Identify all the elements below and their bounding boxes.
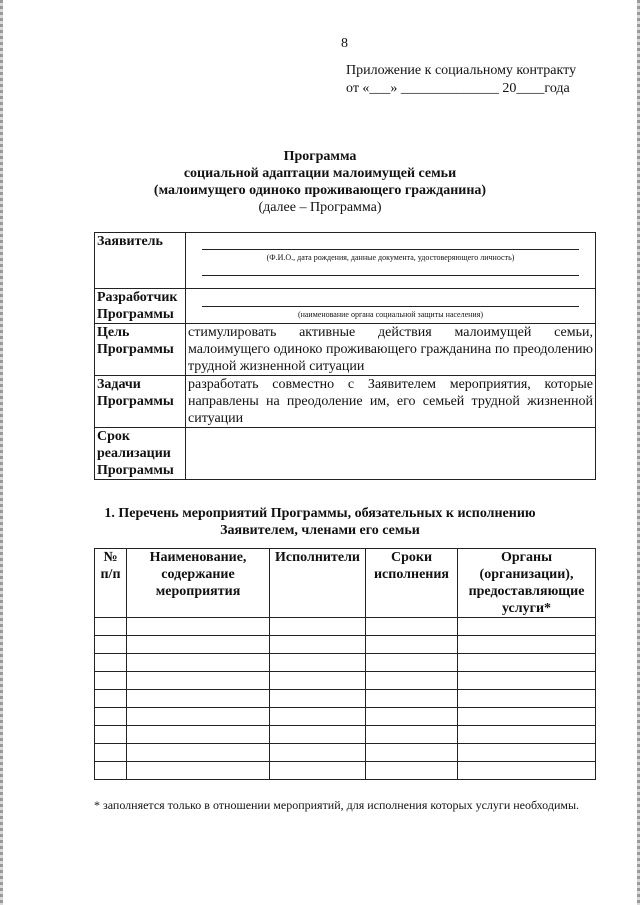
table-cell[interactable] [270, 690, 366, 708]
table-cell[interactable] [95, 726, 127, 744]
table-cell[interactable] [458, 762, 596, 780]
table-cell[interactable] [95, 744, 127, 762]
applicant-fill-line-1[interactable] [202, 248, 579, 250]
activities-table [94, 548, 596, 780]
table-cell[interactable] [366, 672, 458, 690]
table-cell[interactable] [366, 726, 458, 744]
table-cell[interactable] [95, 762, 127, 780]
document-title [0, 148, 640, 216]
table-cell[interactable] [270, 636, 366, 654]
header-executors: Исполнители [270, 549, 366, 618]
program-table [94, 232, 596, 480]
table-cell[interactable] [95, 636, 127, 654]
developer-hint: (наименование органа социальной защиты населения) [297, 310, 484, 319]
appendix-line-1: Приложение к социальному контракту [346, 63, 577, 78]
table-cell[interactable] [127, 762, 270, 780]
activities-header-row [95, 549, 596, 618]
table-cell[interactable] [127, 672, 270, 690]
header-deadlines: Сроки исполнения [366, 549, 458, 618]
activities-body [95, 618, 596, 780]
table-cell[interactable] [458, 726, 596, 744]
developer-value[interactable] [186, 289, 596, 324]
applicant-value[interactable] [186, 233, 596, 289]
table-cell[interactable] [127, 618, 270, 636]
title-line-2: социальной адаптации малоимущей семьи [183, 166, 457, 181]
footnote: * заполняется только в отношении мероприятий, для исполнения которых услуги необходимы. [94, 798, 580, 812]
table-cell[interactable] [95, 654, 127, 672]
table-cell[interactable] [366, 762, 458, 780]
title-line-4: (далее – Программа) [258, 200, 382, 215]
table-cell[interactable] [458, 618, 596, 636]
table-cell[interactable] [127, 744, 270, 762]
title-line-1: Программа [283, 149, 357, 164]
developer-row [95, 289, 596, 324]
table-row [95, 726, 596, 744]
table-cell[interactable] [458, 690, 596, 708]
table-cell[interactable] [458, 708, 596, 726]
table-row [95, 762, 596, 780]
table-cell[interactable] [270, 744, 366, 762]
table-cell[interactable] [366, 654, 458, 672]
applicant-row [95, 233, 596, 289]
goal-value: стимулировать активные действия малоимущей семьи, малоимущего одиноко проживающего гражданина по преодолению трудной жизненной ситуации [186, 324, 596, 376]
table-cell[interactable] [270, 672, 366, 690]
section-1-title-line-1: 1. Перечень мероприятий Программы, обязательных к исполнению [104, 506, 536, 521]
appendix-line-2: от «___» ______________ 20____года [346, 81, 570, 96]
table-cell[interactable] [458, 744, 596, 762]
section-1-title [0, 505, 640, 539]
table-row [95, 618, 596, 636]
header-activity: Наименование, содержание мероприятия [127, 549, 270, 618]
appendix-note [346, 62, 576, 98]
applicant-hint: (Ф.И.О., дата рождения, данные документа, удостоверяющего личность) [266, 253, 515, 262]
table-cell[interactable] [127, 690, 270, 708]
section-1-title-line-2: Заявителем, членами его семьи [220, 523, 420, 538]
tasks-label: Задачи Программы [95, 376, 186, 428]
goal-label: Цель Программы [95, 324, 186, 376]
page-number: 8 [341, 36, 348, 51]
table-cell[interactable] [127, 654, 270, 672]
table-cell[interactable] [127, 708, 270, 726]
term-value[interactable] [186, 428, 596, 480]
tasks-value: разработать совместно с Заявителем мероприятия, которые направлены на преодоление им, его семьей трудной жизненной ситуации [186, 376, 596, 428]
table-cell[interactable] [270, 726, 366, 744]
scan-edge-left [0, 0, 3, 905]
table-cell[interactable] [366, 708, 458, 726]
table-cell[interactable] [458, 672, 596, 690]
tasks-row [95, 376, 596, 428]
table-row [95, 672, 596, 690]
table-row [95, 708, 596, 726]
table-cell[interactable] [270, 762, 366, 780]
developer-fill-line[interactable] [202, 305, 579, 307]
table-cell[interactable] [458, 654, 596, 672]
applicant-label: Заявитель [95, 233, 186, 289]
table-cell[interactable] [95, 618, 127, 636]
title-line-3: (малоимущего одиноко проживающего гражданина) [153, 183, 487, 198]
table-cell[interactable] [95, 708, 127, 726]
table-cell[interactable] [366, 690, 458, 708]
developer-label: Разработчик Программы [95, 289, 186, 324]
table-cell[interactable] [270, 708, 366, 726]
table-row [95, 636, 596, 654]
term-row [95, 428, 596, 480]
table-cell[interactable] [127, 636, 270, 654]
table-cell[interactable] [270, 618, 366, 636]
table-row [95, 744, 596, 762]
applicant-fill-line-2[interactable] [202, 274, 579, 276]
table-row [95, 654, 596, 672]
header-service-providers: Органы (организации), предоставляющие услуги* [458, 549, 596, 618]
table-cell[interactable] [366, 636, 458, 654]
term-label: Срок реализации Программы [95, 428, 186, 480]
table-cell[interactable] [366, 618, 458, 636]
table-cell[interactable] [458, 636, 596, 654]
table-cell[interactable] [95, 690, 127, 708]
goal-row [95, 324, 596, 376]
table-cell[interactable] [366, 744, 458, 762]
table-cell[interactable] [95, 672, 127, 690]
table-row [95, 690, 596, 708]
table-cell[interactable] [270, 654, 366, 672]
table-cell[interactable] [127, 726, 270, 744]
header-number: № п/п [95, 549, 127, 618]
